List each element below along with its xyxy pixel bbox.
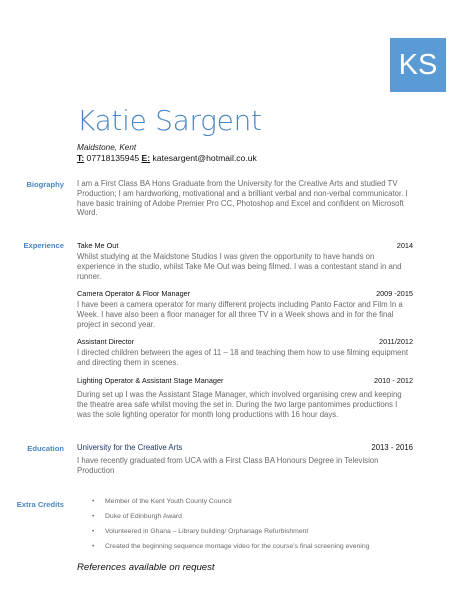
experience-description: Whilst studying at the Maidstone Studios I was given the opportunity to have hands on experience in the studio, whilst Take Me Out was being filmed. I was a contestant stand in and runner. [77, 252, 402, 281]
experience-role: Assistant Director [77, 337, 135, 346]
experience-date: 2009 -2015 [376, 289, 413, 298]
experience-date: 2010 - 2012 [374, 376, 413, 385]
experience-role: Camera Operator & Floor Manager [77, 289, 191, 298]
credit-text: Member of the Kent Youth County Council [105, 498, 232, 505]
bullet-icon: • [92, 498, 95, 505]
education-date: 2013 - 2016 [371, 443, 413, 452]
email-label: E: [141, 153, 151, 163]
bullet-icon: • [92, 543, 95, 550]
initials-logo: KS [390, 38, 446, 92]
page-title: Katie Sargent [77, 104, 262, 137]
contact-line [77, 153, 257, 163]
experience-date: 2011/2012 [379, 337, 413, 346]
experience-description: During set up I was the Assistant Stage Manager, which involved organising crew and keeping the theatre area safe whilst moving the set in. During the two large pantomimes productions I was the sole lighting operator for month long productions with 16 hour days. [77, 390, 402, 419]
section-label-education: Education [27, 444, 64, 453]
section-label-experience: Experience [23, 241, 64, 250]
credit-text: Duke of Edinburgh Award [105, 513, 182, 520]
phone-label: T: [77, 153, 85, 163]
education-entry-header [77, 443, 413, 453]
credit-text: Volunteered in Ghana – Library building/ Orphanage Refurbishment [105, 528, 309, 535]
experience-entry-header [77, 289, 413, 299]
credit-text: Created the beginning sequence montage video for the course’s final screening evening [105, 543, 370, 550]
education-school: University for the Creative Arts [77, 443, 183, 452]
experience-role: Take Me Out [77, 241, 119, 250]
section-label-biography: Biography [26, 180, 64, 189]
education-description: I have recently graduated from UCA with a First Class BA Honours Degree in Television Production [77, 456, 379, 475]
biography-text: I am a First Class BA Hons Graduate from the University for the Creative Arts and studied TV Production; I am hardworking, motivational and a brilliant verbal and non-verbal communicator. I have basic training of Adobe Premier Pro CC, Photoshop and Excel and confident on Microsoft Word. [77, 179, 408, 218]
experience-date: 2014 [396, 241, 413, 250]
experience-entry-header [77, 241, 413, 251]
experience-role: Lighting Operator & Assistant Stage Manager [77, 376, 224, 385]
experience-entry-header [77, 376, 413, 386]
phone-number: 07718135945 [84, 153, 142, 163]
references-note: References available on request [77, 562, 215, 573]
experience-description: I directed children between the ages of 11 – 18 and teaching them how to use filming equipment and directing them in scenes. [77, 348, 409, 367]
experience-entry-header [77, 337, 413, 347]
email-address: katesargent@hotmail.co.uk [150, 153, 257, 163]
location-text: Maidstone, Kent [77, 143, 137, 152]
bullet-icon: • [92, 528, 95, 535]
section-label-extra-credits: Extra Credits [16, 500, 64, 509]
bullet-icon: • [92, 513, 95, 520]
experience-description: I have been a camera operator for many different projects including Panto Factor and Film In a Week. I have also been a floor manager for all three TV in a Week shows and in for the final project in second year. [77, 300, 403, 329]
